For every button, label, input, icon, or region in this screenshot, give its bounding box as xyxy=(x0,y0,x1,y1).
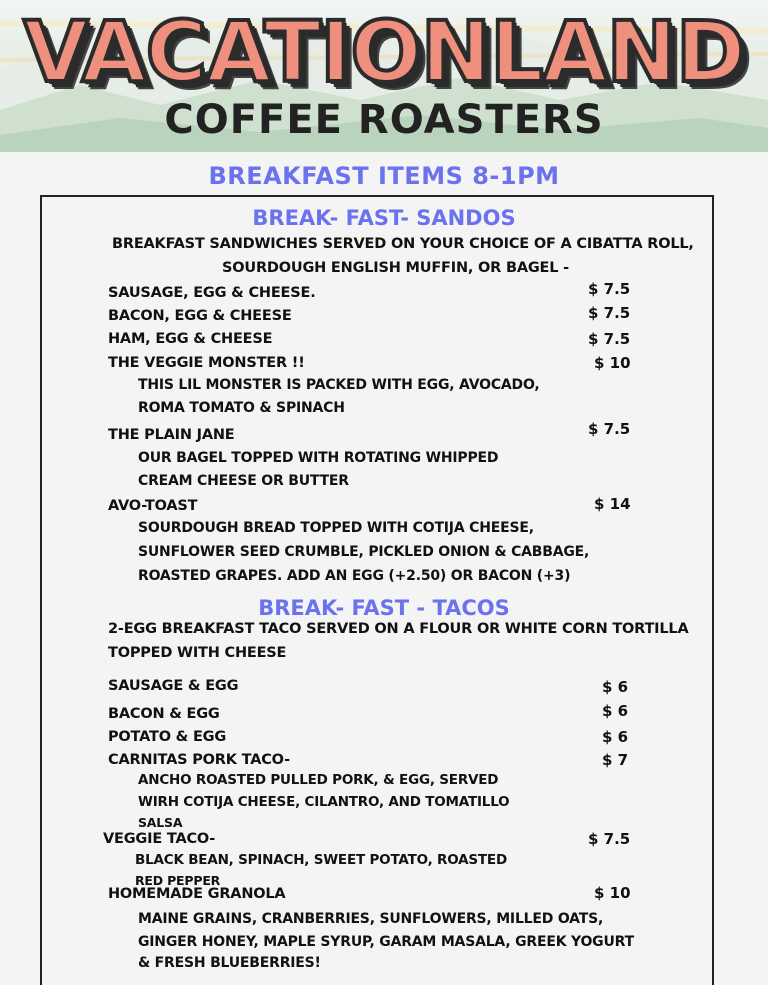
header-banner xyxy=(0,0,768,152)
sandos-section-title: BREAK- FAST- SANDOS xyxy=(252,206,516,230)
menu-item-description: ROMA TOMATO & SPINACH xyxy=(138,400,345,416)
menu-item-price: $ 6 xyxy=(602,678,629,696)
menu-item-description: CREAM CHEESE OR BUTTER xyxy=(138,473,349,489)
menu-item-name: BACON & EGG xyxy=(108,706,220,722)
menu-item-name: THE VEGGIE MONSTER !! xyxy=(108,355,305,371)
menu-item-description: GINGER HONEY, MAPLE SYRUP, GARAM MASALA, GREEK YOGURT xyxy=(138,934,634,950)
menu-item-price: $ 7.5 xyxy=(588,830,631,848)
menu-item-description: SOURDOUGH BREAD TOPPED WITH COTIJA CHEESE, xyxy=(138,520,534,536)
menu-item-description: ANCHO ROASTED PULLED PORK, & EGG, SERVED xyxy=(138,772,499,788)
menu-item-price: $ 6 xyxy=(602,728,629,746)
menu-item-price: $ 7.5 xyxy=(588,420,631,438)
menu-item-description: RED PEPPER xyxy=(135,873,221,888)
menu-item-price: $ 10 xyxy=(594,884,631,902)
tacos-intro-line1: 2-EGG BREAKFAST TACO SERVED ON A FLOUR OR WHITE CORN TORTILLA xyxy=(108,621,689,637)
menu-item-name: AVO-TOAST xyxy=(108,498,198,514)
tacos-section-title: BREAK- FAST - TACOS xyxy=(258,596,510,620)
hours-title: BREAKFAST ITEMS 8-1PM xyxy=(208,162,560,190)
menu-item-name: POTATO & EGG xyxy=(108,729,227,745)
menu-item-name: SAUSAGE & EGG xyxy=(108,678,239,694)
menu-item-description: THIS LIL MONSTER IS PACKED WITH EGG, AVOCADO, xyxy=(138,377,540,393)
menu-item-price: $ 6 xyxy=(602,702,629,720)
menu-item-name: HOMEMADE GRANOLA xyxy=(108,886,286,902)
menu-item-description: SALSA xyxy=(138,815,183,830)
menu-item-name: THE PLAIN JANE xyxy=(108,427,235,443)
menu-item-price: $ 7.5 xyxy=(588,304,631,322)
tacos-intro-line2: TOPPED WITH CHEESE xyxy=(108,645,287,661)
sandos-intro-line1: BREAKFAST SANDWICHES SERVED ON YOUR CHOICE OF A CIBATTA ROLL, xyxy=(112,236,694,252)
menu-item-description: WIRH COTIJA CHEESE, CILANTRO, AND TOMATILLO xyxy=(138,794,510,810)
menu-item-price: $ 14 xyxy=(594,495,631,513)
menu-item-description: OUR BAGEL TOPPED WITH ROTATING WHIPPED xyxy=(138,450,499,466)
menu-item-name: SAUSAGE, EGG & CHEESE. xyxy=(108,285,316,301)
menu-item-description: BLACK BEAN, SPINACH, SWEET POTATO, ROASTED xyxy=(135,852,507,868)
menu-item-name: HAM, EGG & CHEESE xyxy=(108,331,273,347)
brand-subtitle: COFFEE ROASTERS xyxy=(164,97,604,143)
menu-item-description: SUNFLOWER SEED CRUMBLE, PICKLED ONION & CABBAGE, xyxy=(138,544,590,560)
menu-item-name: CARNITAS PORK TACO- xyxy=(108,752,290,768)
menu-item-description: MAINE GRAINS, CRANBERRIES, SUNFLOWERS, MILLED OATS, xyxy=(138,911,604,927)
brand-logo: VACATIONLAND xyxy=(23,3,745,101)
menu-item-name: VEGGIE TACO- xyxy=(103,831,216,847)
menu-item-price: $ 10 xyxy=(594,354,631,372)
menu-item-description: ROASTED GRAPES. ADD AN EGG (+2.50) OR BACON (+3) xyxy=(138,568,571,584)
sandos-intro-line2: SOURDOUGH ENGLISH MUFFIN, OR BAGEL - xyxy=(222,260,569,276)
menu-item-name: BACON, EGG & CHEESE xyxy=(108,308,292,324)
menu-item-price: $ 7 xyxy=(602,751,629,769)
menu-item-price: $ 7.5 xyxy=(588,330,631,348)
menu-item-price: $ 7.5 xyxy=(588,280,631,298)
menu-item-description: & FRESH BLUEBERRIES! xyxy=(138,955,321,971)
